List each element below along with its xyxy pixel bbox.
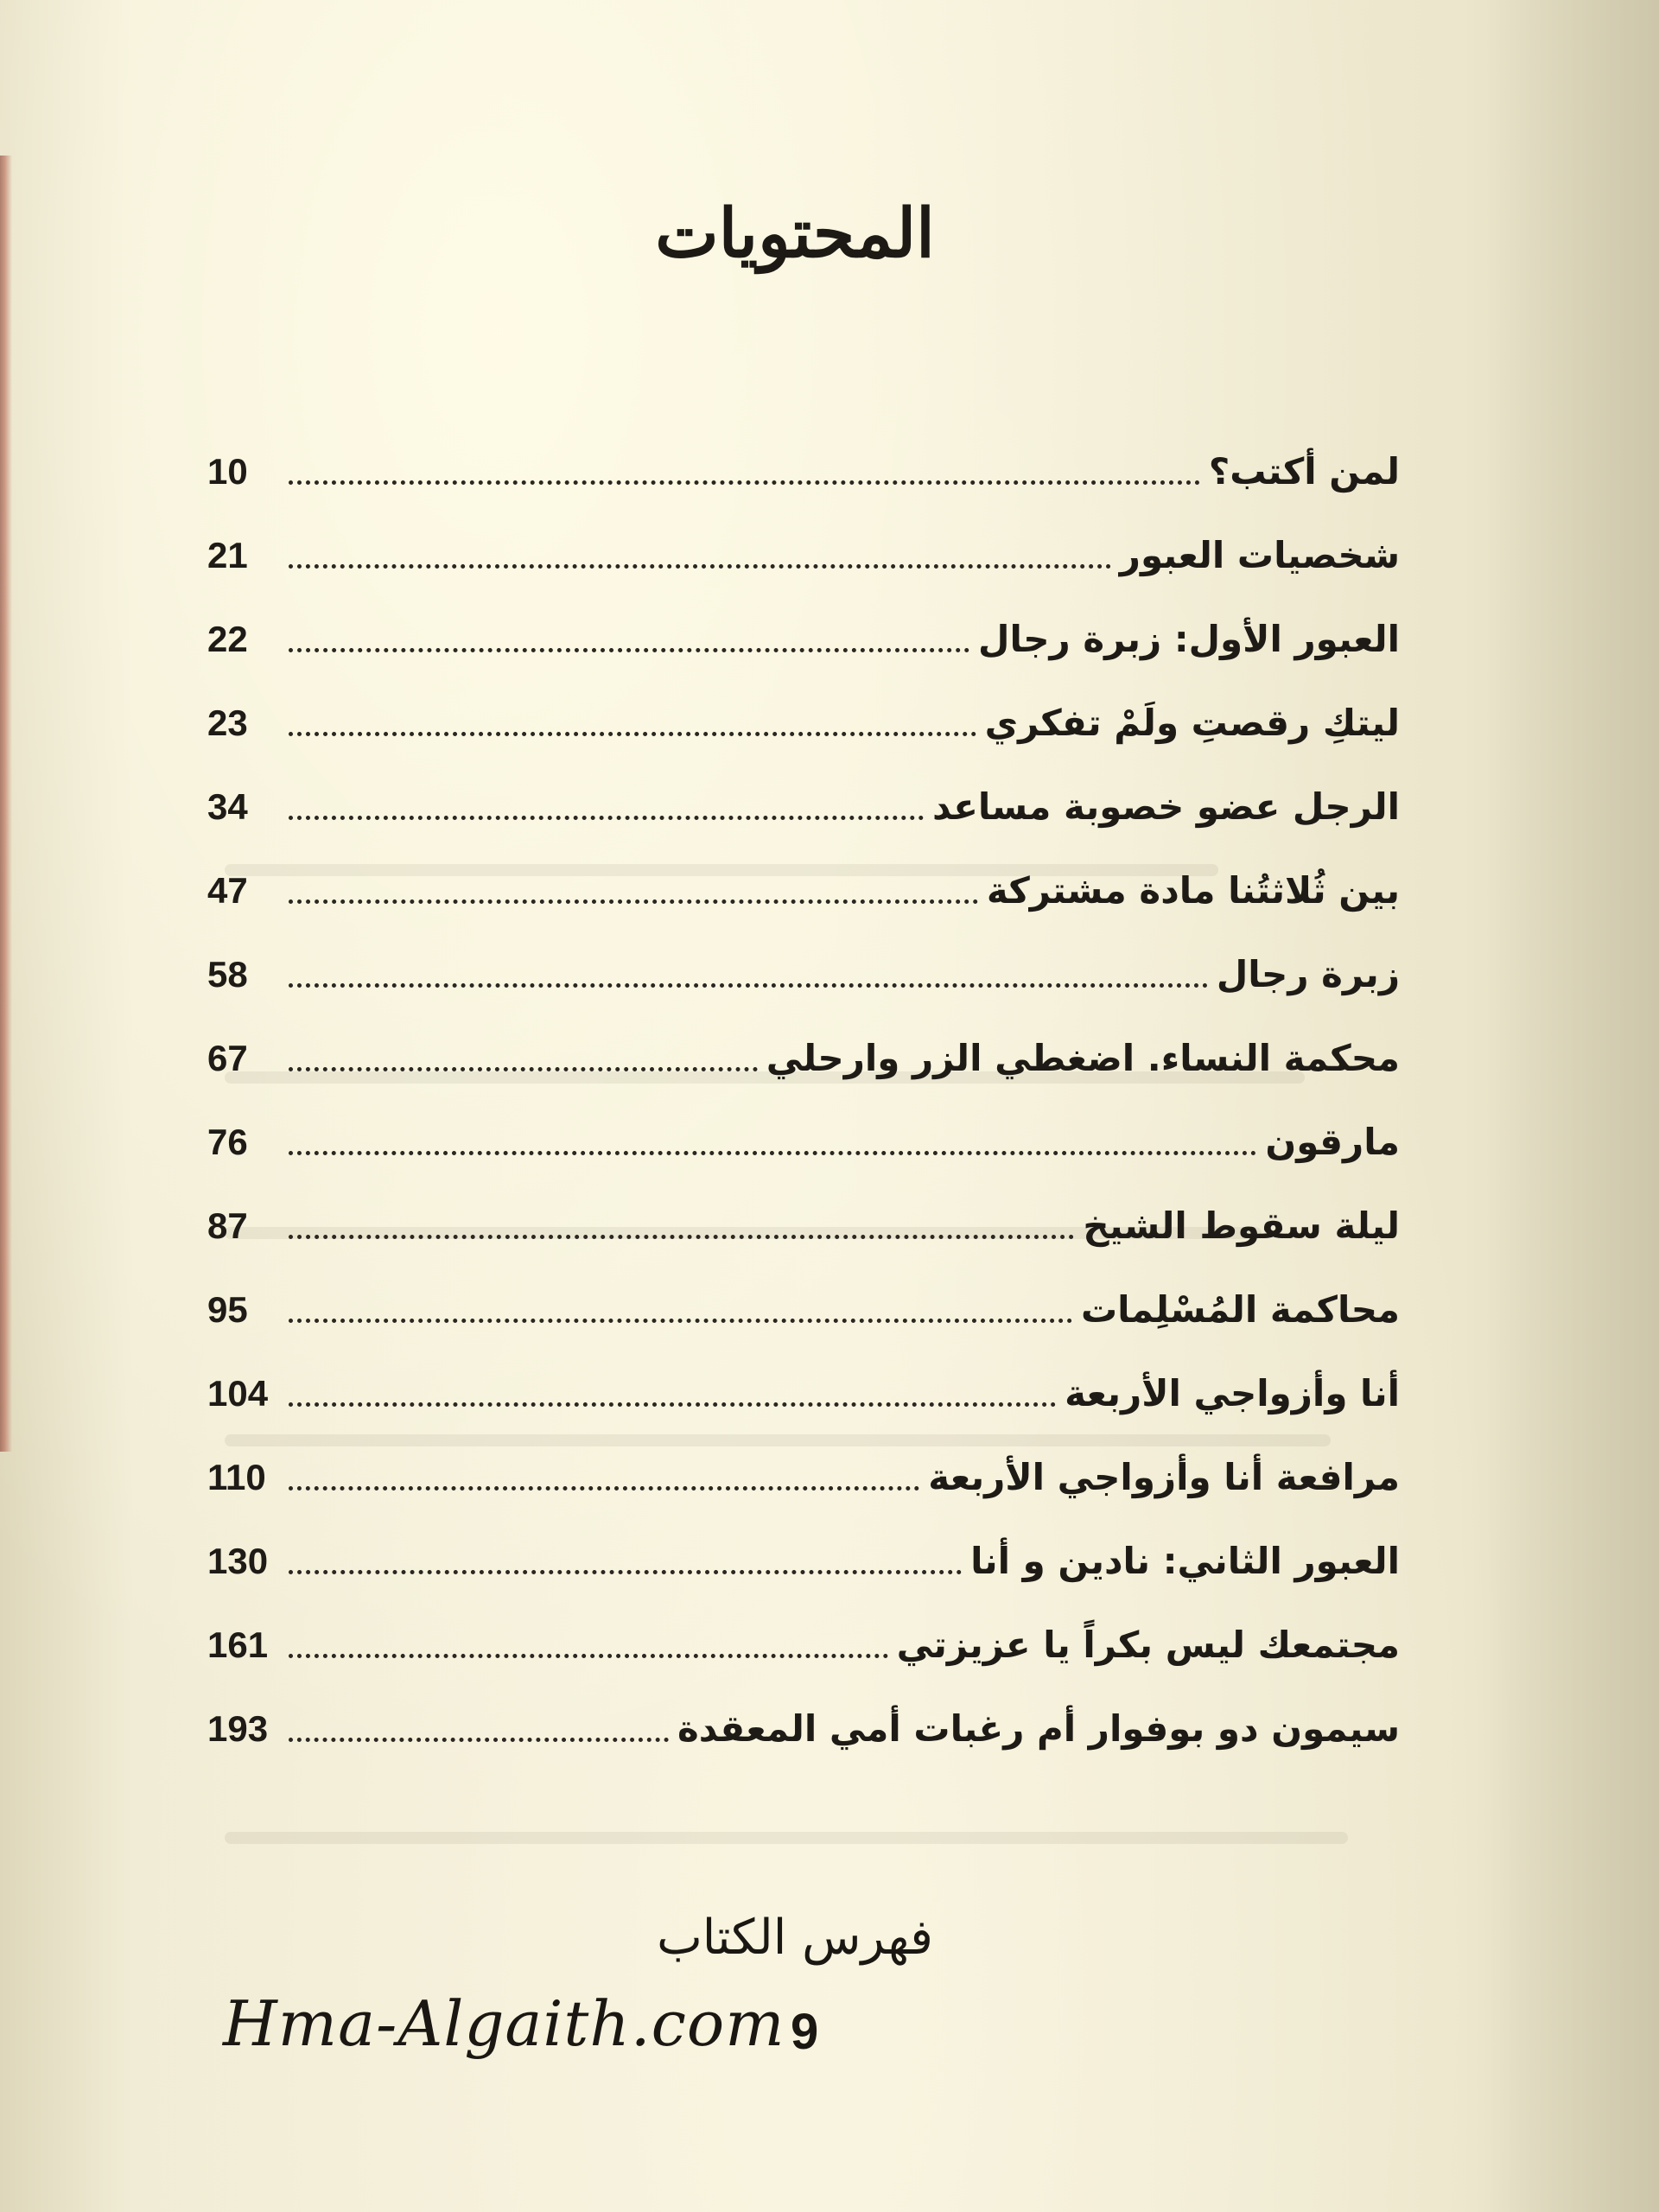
toc-entry-page: 58 — [207, 954, 248, 995]
toc-entry-title: زبرة رجال — [1216, 953, 1400, 995]
toc-entry — [207, 1663, 1400, 1750]
bleed-through-line — [225, 1832, 1348, 1844]
toc-leader-dots — [289, 564, 1111, 569]
page-title: المحتويات — [655, 194, 935, 273]
toc-entry-title: بين ثُلاثتُنا مادة مشتركة — [986, 869, 1400, 912]
toc-leader-dots — [289, 648, 969, 652]
toc-leader-dots — [289, 899, 978, 904]
toc-entry-title: لمن أكتب؟ — [1208, 450, 1400, 493]
toc-leader-dots — [289, 1235, 1074, 1239]
toc-entry-page: 110 — [207, 1457, 266, 1497]
toc-entry — [207, 1160, 1400, 1247]
toc-leader-dots — [289, 1402, 1056, 1407]
toc-entry — [207, 909, 1400, 993]
toc-entry — [207, 1328, 1400, 1412]
toc-entry-title: محاكمة المُسْلِمات — [1080, 1288, 1400, 1331]
toc-entry — [207, 1244, 1400, 1331]
toc-leader-dots — [289, 732, 976, 736]
toc-entry-page: 10 — [207, 451, 248, 492]
toc-entry-page: 130 — [207, 1541, 269, 1581]
toc-leader-dots — [289, 1738, 669, 1742]
toc-entry-page: 67 — [207, 1038, 248, 1078]
toc-entry — [207, 741, 1400, 828]
toc-entry — [207, 1496, 1400, 1580]
page-edge-shadow — [0, 156, 12, 1452]
page-fold-shadow — [1486, 0, 1659, 2212]
toc-entry — [207, 1580, 1400, 1666]
toc-leader-dots — [289, 1654, 888, 1658]
toc-entry-title: مرافعة أنا وأزواجي الأربعة — [928, 1456, 1400, 1498]
page-caption: فهرس الكتاب — [657, 1910, 933, 1966]
toc-leader-dots — [289, 1151, 1256, 1155]
toc-entry-page: 23 — [207, 702, 248, 743]
toc-entry-page: 47 — [207, 870, 248, 911]
toc-entry-title: مجتمعك ليس بكراً يا عزيزتي — [896, 1624, 1400, 1666]
toc-entry-title: العبور الثاني: نادين و أنا — [970, 1540, 1400, 1582]
toc-entry — [207, 993, 1400, 1077]
toc-entry-page: 87 — [207, 1205, 248, 1246]
toc-entry-title: مارقون — [1265, 1121, 1400, 1163]
toc-entry-page: 21 — [207, 535, 248, 575]
toc-entry — [207, 406, 1400, 493]
toc-entry-page: 34 — [207, 786, 248, 827]
toc-entry-title: الرجل عضو خصوبة مساعد — [931, 785, 1400, 828]
toc-leader-dots — [289, 1486, 919, 1491]
toc-entry — [207, 658, 1400, 744]
toc-entry-title: ليتكِ رقصتِ ولَمْ تفكري — [984, 702, 1400, 744]
toc-entry-page: 193 — [207, 1708, 269, 1749]
toc-entry — [207, 1077, 1400, 1163]
table-of-contents — [207, 406, 1400, 1750]
page-number: 9 — [791, 2004, 819, 2060]
toc-entry-title: العبور الأول: زبرة رجال — [978, 618, 1400, 660]
toc-entry — [207, 1412, 1400, 1496]
toc-entry-title: ليلة سقوط الشيخ — [1083, 1205, 1400, 1247]
toc-leader-dots — [289, 480, 1200, 485]
toc-entry — [207, 574, 1400, 658]
toc-entry-page: 95 — [207, 1289, 248, 1330]
toc-leader-dots — [289, 1067, 758, 1071]
toc-leader-dots — [289, 1570, 962, 1574]
toc-entry-page: 22 — [207, 619, 248, 659]
toc-entry-title: شخصيات العبور — [1119, 534, 1400, 576]
toc-entry-title: سيمون دو بوفوار أم رغبات أمي المعقدة — [677, 1707, 1400, 1750]
website-watermark: Hma-Algaith.com — [223, 1987, 785, 2060]
toc-leader-dots — [289, 816, 924, 820]
toc-entry-page: 161 — [207, 1624, 269, 1665]
toc-entry-page: 104 — [207, 1373, 269, 1414]
toc-leader-dots — [289, 983, 1208, 988]
toc-entry — [207, 490, 1400, 574]
toc-entry-title: محكمة النساء. اضغطي الزر وارحلي — [766, 1037, 1400, 1079]
toc-entry-page: 76 — [207, 1122, 248, 1162]
toc-leader-dots — [289, 1319, 1072, 1323]
toc-entry — [207, 825, 1400, 912]
toc-entry-title: أنا وأزواجي الأربعة — [1065, 1372, 1400, 1414]
